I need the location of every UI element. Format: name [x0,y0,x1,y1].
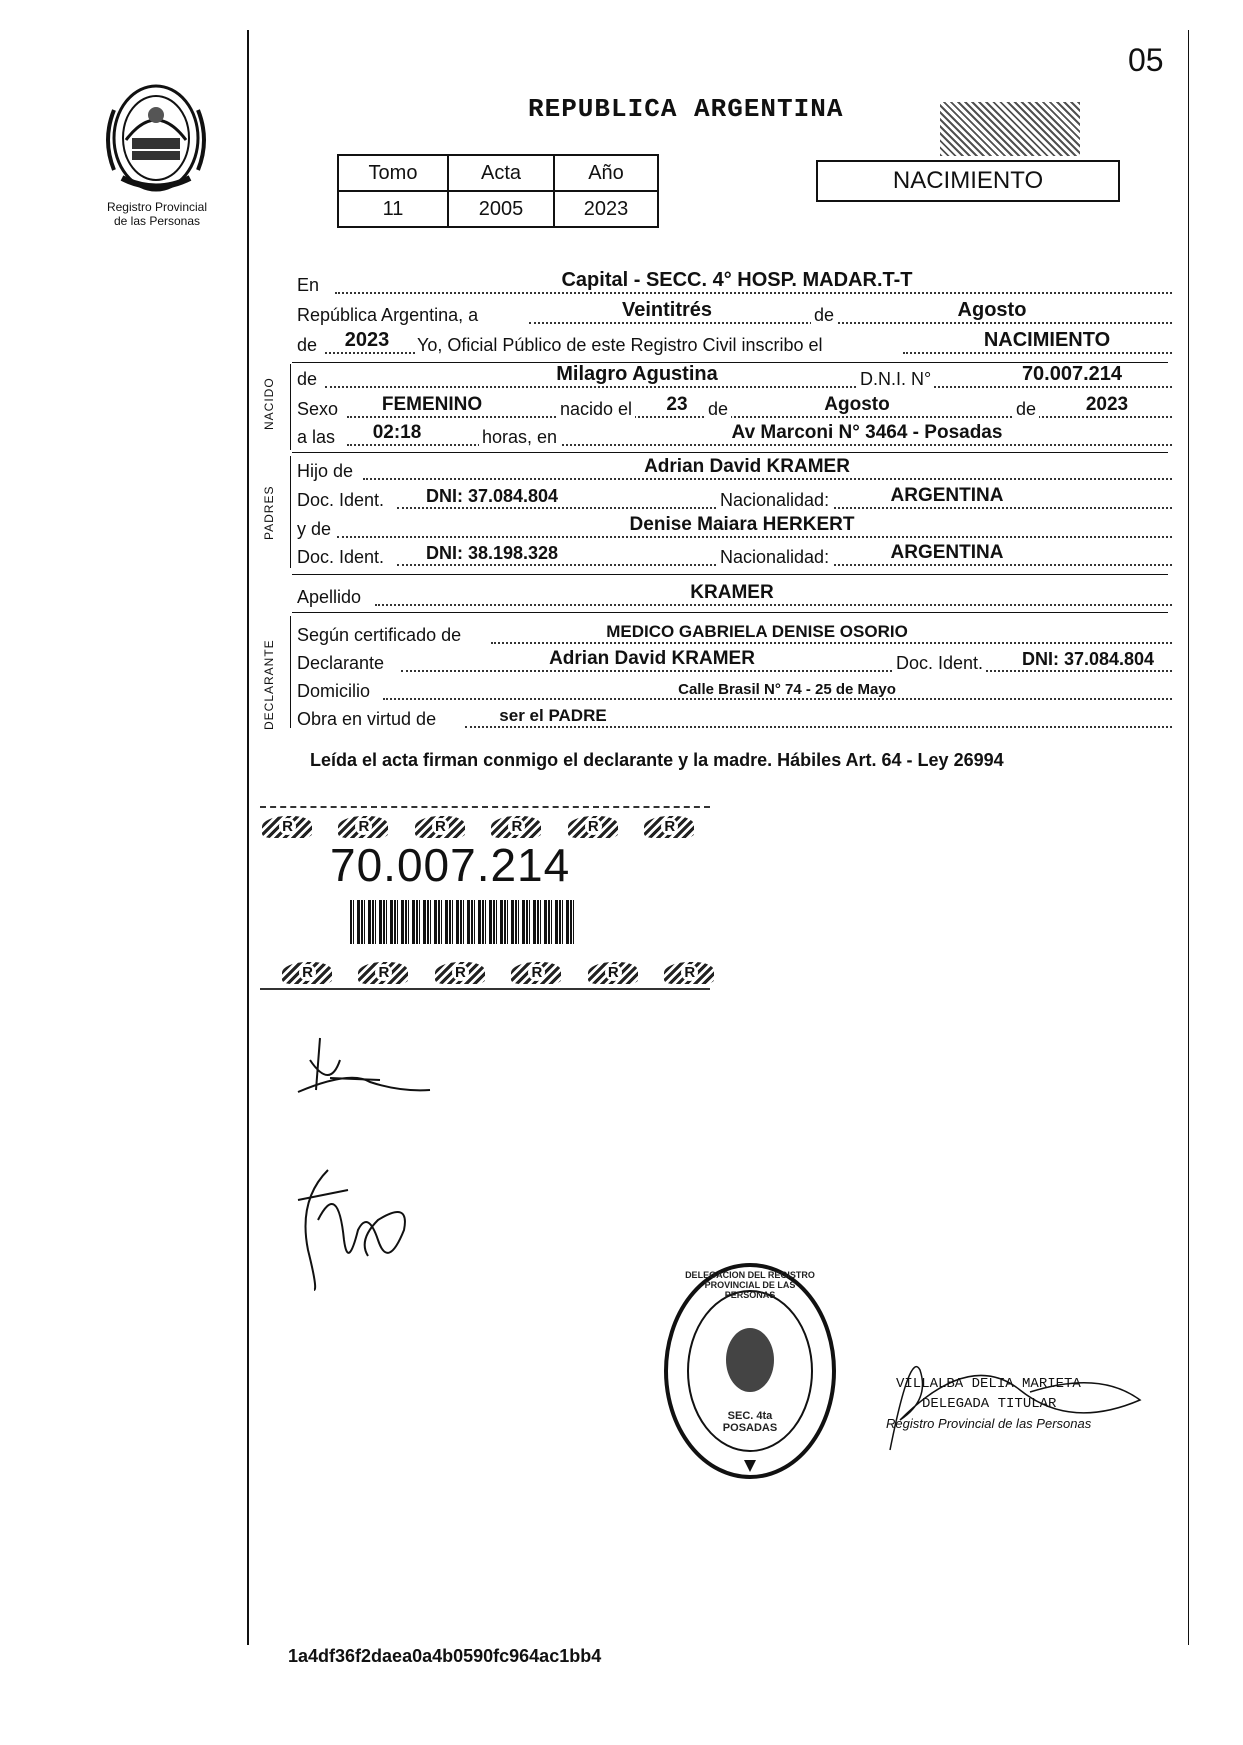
stamp-marks-bottom [282,962,736,988]
birth-place: Av Marconi N° 3464 - Posadas [731,422,1003,443]
record-table-header [338,155,658,191]
padres-top-rule [292,452,1168,453]
header-tomo: Tomo [338,155,448,191]
apellido-top-rule [292,574,1168,575]
month-header: Agosto [957,299,1027,321]
value-anio: 2023 [554,191,658,227]
row-apellido: Apellido KRAMER [297,582,1172,610]
row-father-doc: Doc. Ident. DNI: 37.084.804 Nacionalidad: ARGENTINA [297,485,1172,513]
r-mark: R [338,816,388,838]
header-anio: Año [554,155,658,191]
value-acta: 2005 [448,191,554,227]
record-table [337,154,659,228]
document-hash: 1a4df36f2daea0a4b0590fc964ac1bb4 [288,1646,602,1666]
registry-caption: Registro Provincial de las Personas [106,200,208,228]
seal-text: DELEGACION DEL REGISTRO PROVINCIAL DE LAS PERSONAS [685,1270,815,1300]
row-oficial: de 2023 Yo, Oficial Público de este Registro Civil inscribo el NACIMIENTO [297,330,1172,358]
child-name: Milagro Agustina [556,363,718,385]
r-mark: R [588,962,638,984]
row-nacido-sexo: Sexo FEMENINO nacido el 23 de Agosto de 2023 [297,394,1172,422]
r-mark: R [262,816,312,838]
declarant-doc: DNI: 37.084.804 [1021,649,1155,669]
declarant-address: Calle Brasil N° 74 - 25 de Mayo [678,681,896,698]
birth-time: 02:18 [372,422,422,443]
child-dni: 70.007.214 [1021,363,1123,385]
row-en: En Capital - SECC. 4° HOSP. MADAR.T-T [297,270,1172,298]
nacido-section-label: NACIDO [262,377,276,430]
event-value: NACIMIENTO [983,329,1111,351]
declarant-name: Adrian David KRAMER [549,648,755,669]
seal-inner-text: SEC. 4ta POSADAS [722,1410,778,1434]
left-margin-line [247,30,249,1645]
surname: KRAMER [690,582,774,603]
padres-bracket [290,456,291,568]
year-header: 2023 [344,329,390,351]
row-nacido-hora: a las 02:18 horas, en Av Marconi N° 3464 - Posadas [297,422,1172,450]
declarante-top-rule [292,612,1168,613]
page-number: 05 [1128,42,1164,78]
r-mark: R [568,816,618,838]
document-title: REPUBLICA ARGENTINA [528,94,844,124]
stamp-bottom-line [260,988,710,990]
r-mark: R [435,962,485,984]
record-table-values [338,191,658,227]
declarante-bracket [290,616,291,728]
r-mark: R [358,962,408,984]
mother-signature [288,1160,418,1300]
certifier: MEDICO GABRIELA DENISE OSORIO [606,622,908,641]
r-mark: R [644,816,694,838]
r-mark: R [415,816,465,838]
day-words: Veintitrés [621,299,713,321]
official-office: Registro Provincial de las Personas [886,1416,1092,1431]
row-obra: Obra en virtud de ser el PADRE [297,704,1172,732]
row-mother-doc: Doc. Ident. DNI: 38.198.328 Nacionalidad: ARGENTINA [297,542,1172,570]
row-declarante: Declarante Adrian David KRAMER Doc. Ident. DNI: 37.084.804 [297,648,1172,676]
official-role: DELEGADA TITULAR [922,1396,1057,1412]
security-pattern [940,102,1080,156]
row-nacido-name: de Milagro Agustina D.N.I. N° 70.007.214 [297,364,1172,392]
declarant-relation: ser el PADRE [499,706,607,725]
child-sex: FEMENINO [381,394,483,415]
en-value: Capital - SECC. 4° HOSP. MADAR.T-T [561,269,913,291]
birth-month: Agosto [824,394,890,415]
official-name: VILLALBA DELIA MARIETA [896,1376,1081,1392]
row-republica: República Argentina, a Veintitrés de Agosto [297,300,1172,328]
value-tomo: 11 [338,191,448,227]
closing-text: Leída el acta firman conmigo el declarante y la madre. Hábiles Art. 64 - Ley 26994 [310,750,1004,770]
stamp-top-line [260,806,710,808]
r-mark: R [511,962,561,984]
birth-day: 23 [666,394,688,415]
father-name: Adrian David KRAMER [644,456,850,477]
barcode [350,900,576,944]
row-certificado: Según certificado de MEDICO GABRIELA DENISE OSORIO [297,620,1172,648]
mother-doc: DNI: 38.198.328 [425,543,559,563]
r-mark: R [491,816,541,838]
province-emblem [102,80,210,195]
row-y-de: y de Denise Maiara HERKERT [297,514,1172,542]
birth-year: 2023 [1085,394,1129,415]
r-mark: R [664,962,714,984]
father-nationality: ARGENTINA [890,485,1004,506]
mother-nationality: ARGENTINA [890,542,1004,563]
document-type: NACIMIENTO [892,167,1044,194]
nacido-bracket [290,364,291,450]
header-acta: Acta [448,155,554,191]
official-signature [870,1330,1150,1460]
stamp-number: 70.007.214 [330,839,571,891]
right-margin-line [1188,30,1189,1645]
mother-name: Denise Maiara HERKERT [629,514,855,535]
declarante-section-label: DECLARANTE [262,639,276,730]
document-type-box [816,160,1120,202]
row-hijo-de: Hijo de Adrian David KRAMER [297,456,1172,484]
father-doc: DNI: 37.084.804 [425,486,559,506]
row-domicilio: Domicilio Calle Brasil N° 74 - 25 de Mayo [297,676,1172,704]
padres-section-label: PADRES [262,485,276,540]
declarant-signature [290,1030,440,1100]
r-mark: R [282,962,332,984]
